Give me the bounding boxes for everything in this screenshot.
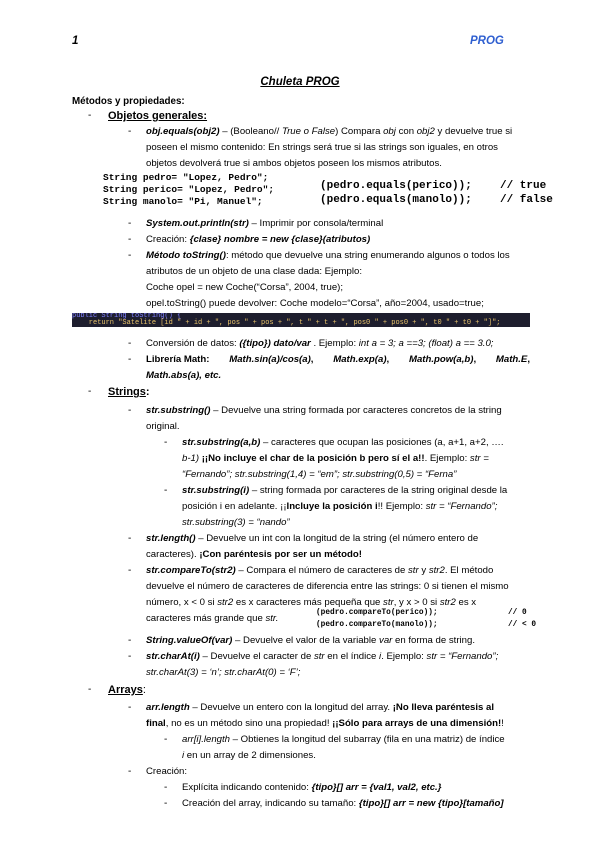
substring-line-1: str.substring() – Devuelve una string formada por caracteres concretos de la string bbox=[146, 405, 502, 416]
tostring-line-1: Método toString(): método que devuelve una string enumerando algunos o todos los bbox=[146, 250, 510, 261]
math-line-1: Librería Math: Math.sin(a)/cos(a), Math.exp(a), Math.pow(a,b), Math.E, bbox=[146, 354, 530, 365]
subject-header: PROG bbox=[470, 35, 504, 47]
code-comment: // true bbox=[500, 180, 547, 192]
bullet-dash: - bbox=[164, 485, 168, 496]
subarray-length-line-1: arr[i].length – Obtienes la longitud del subarray (fila en una matriz) de índice bbox=[182, 734, 505, 745]
valueof-item: String.valueOf(var) – Devuelve el valor de la variable var en forma de string. bbox=[146, 635, 476, 646]
section-heading-objetos: Objetos generales: bbox=[108, 110, 208, 122]
arr-creacion-explicita: Explícita indicando contenido: {tipo}[] arr = {val1, val2, etc.} bbox=[182, 782, 442, 793]
code-screenshot bbox=[72, 313, 530, 327]
document-title: Chuleta PROG bbox=[260, 76, 340, 88]
page-number: 1 bbox=[72, 35, 79, 47]
charat-line-2: str.charAt(3) = ‘n’; str.charAt(0) = ‘F’; bbox=[146, 667, 301, 678]
creacion-item: Creación: {clase} nombre = new {clase}(atributos) bbox=[146, 234, 371, 245]
section-heading-strings: Strings: bbox=[108, 386, 150, 398]
substring-i-line-2: posición i en adelante. ¡¡Incluye la posición i!! Ejemplo: str = “Fernando”; bbox=[182, 501, 498, 512]
substring-i-line-1: str.substring(i) – string formada por caracteres de la string original desde la bbox=[182, 485, 508, 496]
bullet-dash: - bbox=[128, 635, 132, 646]
charat-line-1: str.charAt(i) – Devuelve el caracter de str en el índice i. Ejemplo: str = “Fernando”; bbox=[146, 651, 499, 662]
bullet-dash: - bbox=[88, 110, 92, 121]
conversion-item: Conversión de datos: ({tipo}) dato/var . Ejemplo: int a = 3; a ==3; (float) a == 3.0; bbox=[146, 338, 494, 349]
code-line: String manolo= "Pi, Manuel"; bbox=[103, 196, 263, 207]
compareto-line-2: devuelve el número de caracteres de diferencia entre las strings: 0 si tienen el mismo bbox=[146, 581, 509, 592]
compareto-line-1: str.compareTo(str2) – Compara el número de caracteres de str y str2. El método bbox=[146, 565, 494, 576]
arr-creacion-tamano: Creación del array, indicando su tamaño: {tipo}[] arr = new {tipo}[tamaño] bbox=[182, 798, 504, 809]
tostring-line-3: Coche opel = new Coche(“Corsa”, 2004, true); bbox=[146, 282, 344, 293]
bullet-dash: - bbox=[88, 386, 92, 397]
method-name: obj.equals(obj2) bbox=[146, 126, 220, 137]
substring-line-2: original. bbox=[146, 421, 180, 432]
bullet-dash: - bbox=[128, 766, 132, 777]
code-line: return "Satelite [id " + id + ", pos " + pos + ", t " + t + ", pos0 " + pos0 + ", t0 " + t0 + "]"; bbox=[72, 319, 501, 327]
bullet-dash: - bbox=[128, 126, 132, 137]
code-expr: (pedro.equals(perico)); bbox=[320, 180, 472, 192]
code-line: public String toString() { bbox=[72, 313, 182, 320]
equals-line-1: obj.equals(obj2) – (Booleano// True o False) Compara obj con obj2 y devuelve true si bbox=[146, 126, 513, 137]
tostring-line-2: atributos de un objeto de una clase dada: Ejemplo: bbox=[146, 266, 363, 277]
code-expr: (pedro.compareTo(perico)); bbox=[316, 609, 438, 617]
section-heading-arrays: Arrays: bbox=[108, 684, 146, 696]
compareto-line-4: caracteres más grande que str. bbox=[146, 613, 279, 624]
bullet-dash: - bbox=[128, 405, 132, 416]
code-comment: // < 0 bbox=[508, 621, 537, 629]
length-line-1: str.length() – Devuelve un int con la longitud de la string (el número entero de bbox=[146, 533, 479, 544]
code-expr: (pedro.equals(manolo)); bbox=[320, 194, 472, 206]
bullet-dash: - bbox=[164, 782, 168, 793]
bullet-dash: - bbox=[164, 734, 168, 745]
bullet-dash: - bbox=[128, 354, 132, 365]
substring-ab-line-2: b-1) ¡¡No incluye el char de la posición b pero sí el a!!. Ejemplo: str = bbox=[182, 453, 489, 464]
bullet-dash: - bbox=[88, 684, 92, 695]
code-line: String perico= "Lopez, Pedro"; bbox=[103, 184, 275, 195]
equals-line-3: objetos devolverá true si ambos objetos poseen los mismos atributos. bbox=[146, 158, 442, 169]
bullet-dash: - bbox=[128, 218, 132, 229]
subarray-length-line-2: i en un array de 2 dimensiones. bbox=[182, 750, 316, 761]
compareto-line-3: número, x < 0 si str2 es x caracteres más pequeña que str, y x > 0 si str2 es x bbox=[146, 597, 477, 608]
code-line: String pedro= "Lopez, Pedro"; bbox=[103, 172, 269, 183]
arr-creacion-label: Creación: bbox=[146, 766, 188, 777]
bullet-dash: - bbox=[128, 250, 132, 261]
length-line-2: caracteres). ¡Con paréntesis por ser un método! bbox=[146, 549, 362, 560]
bullet-dash: - bbox=[128, 234, 132, 245]
arr-length-line-1: arr.length – Devuelve un entero con la longitud del array. ¡No lleva paréntesis al bbox=[146, 702, 495, 713]
subtitle: Métodos y propiedades: bbox=[72, 96, 185, 107]
bullet-dash: - bbox=[128, 565, 132, 576]
code-comment: // 0 bbox=[508, 609, 527, 617]
code-expr: (pedro.compareTo(manolo)); bbox=[316, 621, 438, 629]
equals-line-2: poseen el mismo contenido: En strings será true si las strings son iguales, en otros bbox=[146, 142, 498, 153]
substring-ab-line-3: “Fernando”; str.substring(1,4) = “em”; str.substring(0,5) = “Ferna” bbox=[182, 469, 457, 480]
tostring-line-4: opel.toString() puede devolver: Coche modelo=“Corsa”, año=2004, usado=true; bbox=[146, 298, 484, 309]
bullet-dash: - bbox=[128, 533, 132, 544]
println-item: System.out.println(str) – Imprimir por consola/terminal bbox=[146, 218, 384, 229]
bullet-dash: - bbox=[128, 702, 132, 713]
substring-i-line-3: str.substring(3) = “nando” bbox=[182, 517, 290, 528]
bullet-dash: - bbox=[164, 798, 168, 809]
math-line-2: Math.abs(a), etc. bbox=[146, 370, 222, 381]
bullet-dash: - bbox=[128, 651, 132, 662]
code-comment: // false bbox=[500, 194, 553, 206]
arr-length-line-2: final, no es un método sino una propiedad! ¡¡Sólo para arrays de una dimensión!! bbox=[146, 718, 504, 729]
bullet-dash: - bbox=[128, 338, 132, 349]
substring-ab-line-1: str.substring(a,b) – caracteres que ocupan las posiciones (a, a+1, a+2, …. bbox=[182, 437, 504, 448]
bullet-dash: - bbox=[164, 437, 168, 448]
